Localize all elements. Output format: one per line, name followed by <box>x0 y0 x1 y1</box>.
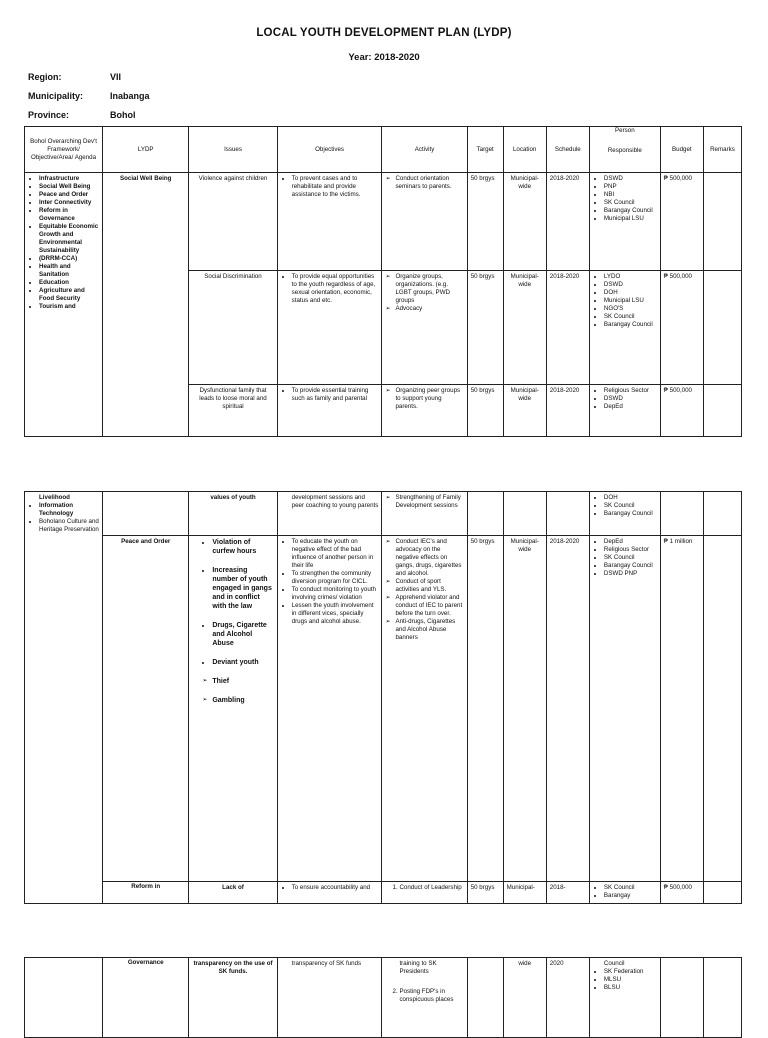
objective-item: • To provide essential training such as family and parental <box>292 387 379 403</box>
schedule-cell: 2020 <box>546 958 589 1038</box>
activity-item: ➢ Conduct of sport activities and YLS. <box>395 578 463 594</box>
issue-cell <box>189 536 277 882</box>
person-item: • SK Council <box>604 313 657 321</box>
person-item: • BLSU <box>604 984 657 992</box>
issue-item: • Drugs, Cigarette and Alcohol Abuse <box>212 621 273 648</box>
objective-item: • To ensure accountability and <box>292 884 379 892</box>
remarks-cell <box>703 958 741 1038</box>
target-cell: 50 brgys <box>467 271 503 385</box>
person-item: Council <box>603 960 625 967</box>
col-person-responsible <box>589 127 660 173</box>
person-item: • Religious Sector <box>604 546 657 554</box>
framework-item: • Health and Sanitation <box>39 263 99 279</box>
person-item: • MLSU <box>604 976 657 984</box>
col-budget: Budget <box>660 127 703 173</box>
budget-cell: ₱ 1 million <box>660 536 703 882</box>
framework-item: • Boholano Culture and Heritage Preservation <box>39 518 99 534</box>
person-item: • DOH <box>604 494 657 502</box>
activity-cell <box>382 492 467 536</box>
person-item: • Barangay Council <box>604 562 657 570</box>
municipality-value: Inabanga <box>110 91 150 101</box>
person-cell <box>589 536 660 882</box>
location-cell: Municipal- <box>503 882 546 904</box>
location-cell <box>503 492 546 536</box>
schedule-cell: 2018-2020 <box>546 173 589 271</box>
activity-cell <box>382 958 467 1038</box>
table-row <box>25 882 742 904</box>
objective-cell <box>277 492 382 536</box>
issue-cell: Dysfunctional family that leads to loose moral and spiritual <box>189 385 277 437</box>
lydp-reform-in: Reform in <box>103 882 189 904</box>
lydp-social-well-being: Social Well Being <box>103 173 189 437</box>
person-cell <box>589 173 660 271</box>
issue-cell: transparency on the use of SK funds. <box>189 958 277 1038</box>
person-item: • Municipal LSU <box>604 297 657 305</box>
activity-item: training to SK Presidents <box>399 960 437 975</box>
schedule-cell: 2018-2020 <box>546 385 589 437</box>
activity-cell <box>382 385 467 437</box>
objective-cell <box>277 173 382 271</box>
remarks-cell <box>703 271 741 385</box>
person-item: • SK Council <box>604 502 657 510</box>
framework-item: • (DRRM-CCA) <box>39 255 99 263</box>
issue-cell: Social Discrimination <box>189 271 277 385</box>
person-item: • DSWD <box>604 281 657 289</box>
location-cell: Municipal-wide <box>503 271 546 385</box>
target-cell: 50 brgys <box>467 536 503 882</box>
remarks-cell <box>703 882 741 904</box>
budget-cell: ₱ 500,000 <box>660 173 703 271</box>
person-cell <box>589 385 660 437</box>
framework-item: • Infrastructure <box>39 175 99 183</box>
objective-item: • To educate the youth on negative effect of the bad influence of another person in their life <box>292 538 379 570</box>
person-item: • DOH <box>604 289 657 297</box>
remarks-cell <box>703 492 741 536</box>
person-item: • DSWD PNP <box>604 570 657 578</box>
table-row <box>25 492 742 536</box>
issue-cell: Lack of <box>189 882 277 904</box>
region-row <box>28 72 121 82</box>
col-activity: Activity <box>382 127 467 173</box>
activity-item: ➢ Conduct IEC's and advocacy on the negative effects on gangs, drugs, cigarettes and alcohol. <box>395 538 463 578</box>
objective-item: • To prevent cases and to rehabilitate and provide assistance to the victims. <box>292 175 379 199</box>
activity-cell <box>382 882 467 904</box>
schedule-cell <box>546 492 589 536</box>
col-target: Target <box>467 127 503 173</box>
location-cell: Municipal-wide <box>503 173 546 271</box>
issue-item: • Increasing number of youth engaged in gangs and in conflict with the law <box>212 566 273 611</box>
framework-item: • Information Technology <box>39 502 99 518</box>
person-cell <box>589 882 660 904</box>
framework-item: • Education <box>39 279 99 287</box>
col-remarks: Remarks <box>703 127 741 173</box>
col-location: Location <box>503 127 546 173</box>
framework-list <box>28 175 99 311</box>
person-item: • PNP <box>604 183 657 191</box>
col-person-top: Person <box>615 127 635 134</box>
document-title: LOCAL YOUTH DEVELOPMENT PLAN (LYDP) <box>256 27 512 39</box>
location-cell: Municipal-wide <box>503 385 546 437</box>
activity-item: ➢ Anti-drugs, Cigarettes and Alcohol Abuse banners <box>395 618 463 642</box>
activity-item: ➢ Organizing peer groups to support young parents. <box>395 387 463 411</box>
plan-table-section-1 <box>24 126 742 437</box>
remarks-cell <box>703 385 741 437</box>
objective-item: development sessions and peer coaching to young parents <box>291 494 379 509</box>
person-cell <box>589 958 660 1038</box>
objective-cell <box>277 271 382 385</box>
budget-cell: ₱ 500,000 <box>660 271 703 385</box>
region-value: VII <box>110 72 122 82</box>
remarks-cell <box>703 173 741 271</box>
framework-list <box>28 502 99 534</box>
schedule-cell: 2018- <box>546 882 589 904</box>
activity-cell <box>382 271 467 385</box>
person-item: • DepEd <box>604 403 657 411</box>
issue-subitem: ➢ Thief <box>212 677 273 686</box>
schedule-cell: 2018-2020 <box>546 271 589 385</box>
lydp-peace-and-order: Peace and Order <box>103 536 189 882</box>
person-item: • DSWD <box>604 395 657 403</box>
issue-cell: values of youth <box>189 492 277 536</box>
framework-item: • Inter Connectivity <box>39 199 99 207</box>
activity-item: 2. Posting FDP's in conspicuous places <box>399 988 463 1004</box>
plan-table-section-2 <box>24 491 742 904</box>
person-item: • DSWD <box>604 175 657 183</box>
table-row <box>25 958 742 1038</box>
objective-item: • To conduct monitoring to youth involving crimes/ violation <box>292 586 379 602</box>
activity-item: ➢ Organize groups, organizations. (e.g. LGBT groups, PWD groups <box>395 273 463 305</box>
province-label: Province: <box>28 110 70 120</box>
col-issues: Issues <box>189 127 277 173</box>
activity-cell <box>382 536 467 882</box>
province-row <box>28 110 136 120</box>
budget-cell: ₱ 500,000 <box>660 882 703 904</box>
framework-cell <box>25 173 103 437</box>
objective-cell <box>277 882 382 904</box>
lydp-cell <box>103 492 189 536</box>
activity-item: ➢ Apprehend violator and conduct of IEC to parent before the turn over. <box>395 594 463 618</box>
budget-cell: ₱ 500,000 <box>660 385 703 437</box>
activity-item: 1. Conduct of Leadership <box>399 884 463 892</box>
person-item: • Barangay Council <box>604 321 657 329</box>
activity-item: ➢ Strengthening of Family Development sessions <box>395 494 463 510</box>
target-cell: 50 brgys <box>467 385 503 437</box>
schedule-cell: 2018-2020 <box>546 536 589 882</box>
table-row <box>25 536 742 882</box>
person-item: • SK Council <box>604 554 657 562</box>
municipality-row <box>28 91 150 101</box>
objective-cell <box>277 958 382 1038</box>
col-lydp: LYDP <box>103 127 189 173</box>
target-cell: 50 brgys <box>467 882 503 904</box>
activity-cell <box>382 173 467 271</box>
issue-subitem: ➢ Gambling <box>212 696 273 705</box>
objective-cell <box>277 536 382 882</box>
col-objectives: Objectives <box>277 127 382 173</box>
col-schedule: Schedule <box>546 127 589 173</box>
remarks-cell <box>703 536 741 882</box>
person-item: • SK Council <box>604 884 657 892</box>
municipality-label: Municipality: <box>28 91 84 101</box>
target-cell <box>467 492 503 536</box>
framework-item: • Tourism and <box>39 303 99 311</box>
person-item: • Barangay Council <box>604 510 657 518</box>
col-person-bottom: Responsible <box>607 147 642 154</box>
objective-item: • To provide equal opportunities to the youth regardless of age, sexual orientation, economic, status and etc. <box>292 273 379 305</box>
objective-item: • To strengthen the community diversion program for CICL. <box>292 570 379 586</box>
target-cell <box>467 958 503 1038</box>
budget-cell <box>660 958 703 1038</box>
issue-item: • Violation of curfew hours <box>212 538 273 556</box>
person-item: • Religious Sector <box>604 387 657 395</box>
activity-item: ➢ Conduct orientation seminars to parents. <box>395 175 463 191</box>
person-cell <box>589 492 660 536</box>
objective-item: • Lessen the youth involvement in different vices, specially drugs and alcohol abuse. <box>292 602 379 626</box>
location-cell: wide <box>503 958 546 1038</box>
framework-item: • Peace and Order <box>39 191 99 199</box>
issue-item: • Deviant youth <box>212 658 273 667</box>
framework-cell <box>25 492 103 904</box>
person-item: • Barangay Council <box>604 207 657 215</box>
person-item: • NBI <box>604 191 657 199</box>
table-header-row <box>25 127 742 173</box>
location-cell: Municipal-wide <box>503 536 546 882</box>
framework-item: Livelihood <box>39 494 70 501</box>
activity-item: ➢ Advocacy <box>395 305 463 313</box>
framework-item: • Social Well Being <box>39 183 99 191</box>
objective-item: transparency of SK funds <box>291 960 362 967</box>
person-cell <box>589 271 660 385</box>
person-item: • SK Council <box>604 199 657 207</box>
person-item: • Municipal LSU <box>604 215 657 223</box>
framework-item: • Reform in Governance <box>39 207 99 223</box>
col-framework: Bohol Overarching Dev't Framework/ Objective/Area/ Agenda <box>25 127 103 173</box>
person-item: • NGO'S <box>604 305 657 313</box>
plan-table-section-3 <box>24 957 742 1038</box>
province-value: Bohol <box>110 110 136 120</box>
target-cell: 50 brgys <box>467 173 503 271</box>
lydp-governance: Governance <box>103 958 189 1038</box>
framework-item: • Equitable Economic Growth and Environmental Sustainability <box>39 223 99 255</box>
framework-item: • Agriculture and Food Security <box>39 287 99 303</box>
person-item: • LYDO <box>604 273 657 281</box>
person-item: • DepEd <box>604 538 657 546</box>
region-label: Region: <box>28 72 62 82</box>
plan-year: Year: 2018-2020 <box>348 52 420 63</box>
issue-cell: Violence against children <box>189 173 277 271</box>
objective-cell <box>277 385 382 437</box>
framework-cell <box>25 958 103 1038</box>
person-item: • SK Federation <box>604 968 657 976</box>
person-item: • Barangay <box>604 892 657 900</box>
table-row <box>25 173 742 271</box>
budget-cell <box>660 492 703 536</box>
